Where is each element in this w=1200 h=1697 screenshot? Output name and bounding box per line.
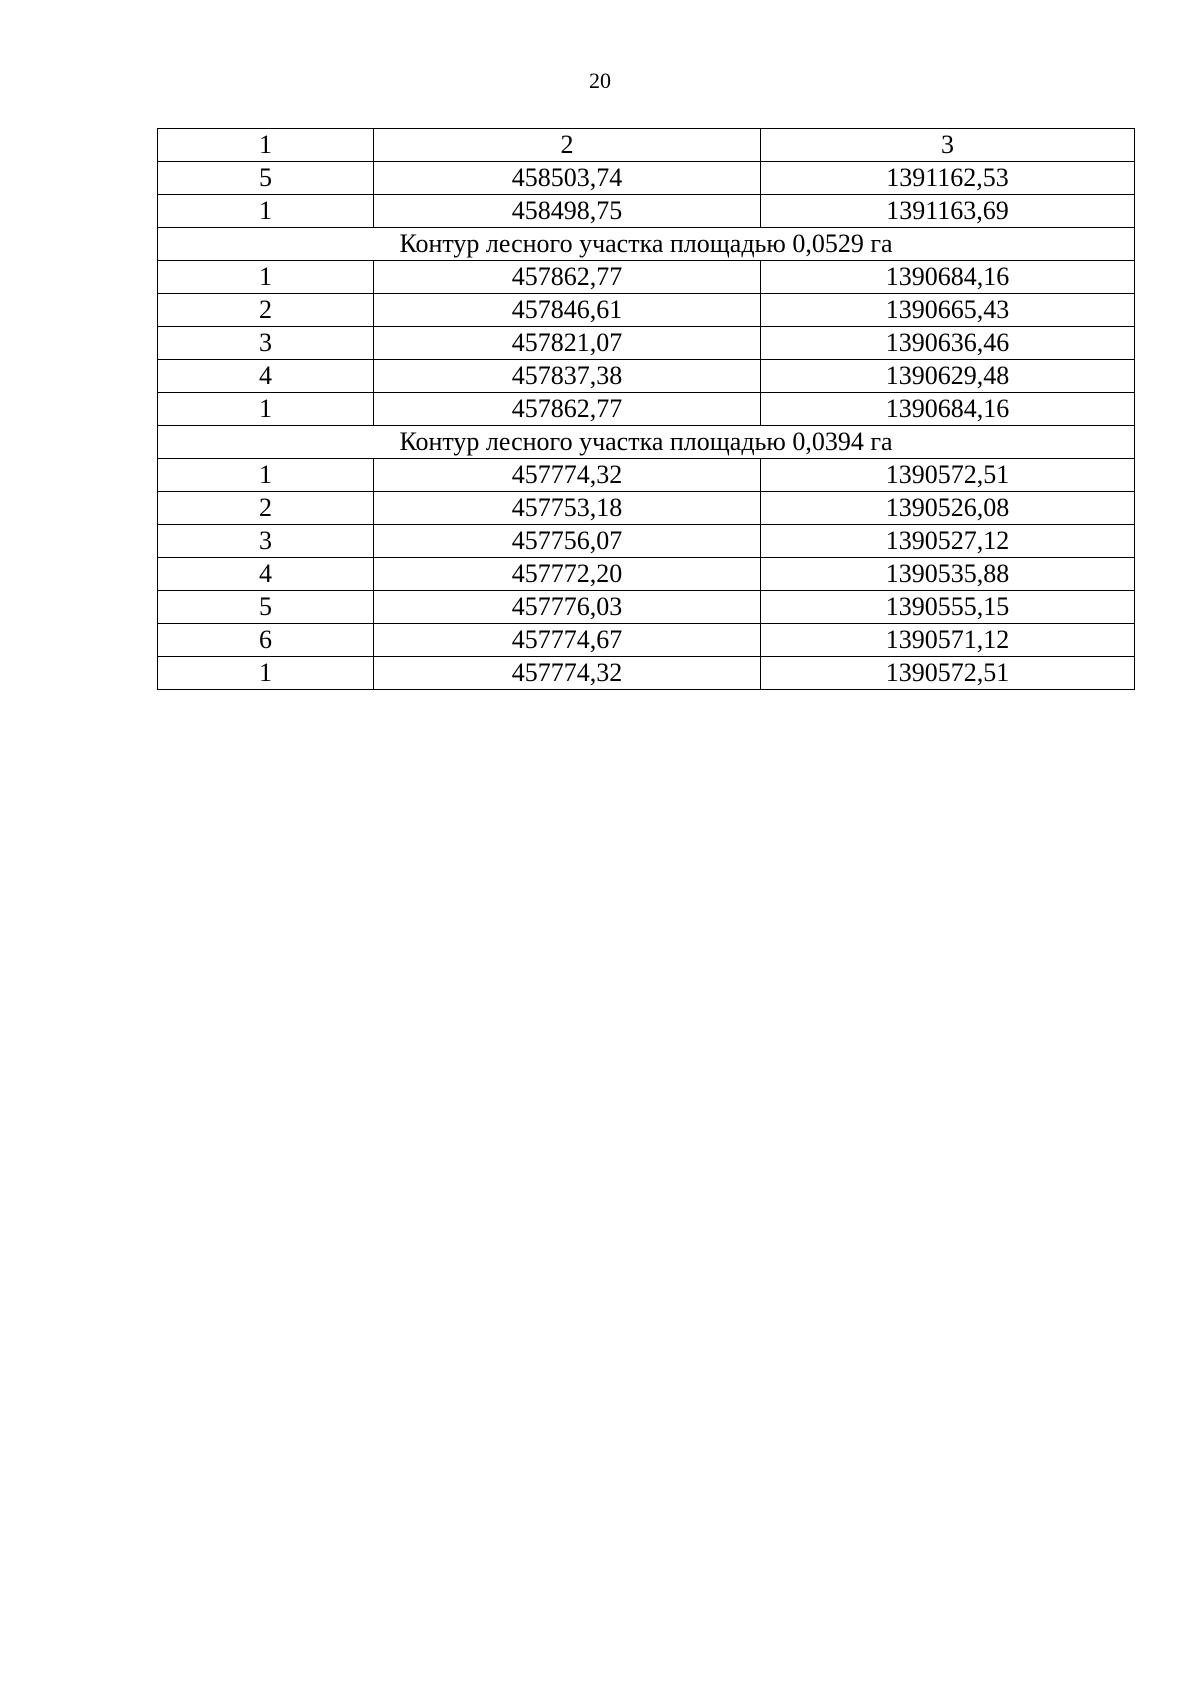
- table-row: [158, 624, 1135, 657]
- point-number-cell: 4: [158, 360, 374, 393]
- x-coordinate-cell: 457756,07: [374, 525, 761, 558]
- table-row: [158, 459, 1135, 492]
- column-header-y: 3: [761, 129, 1135, 162]
- section-title: Контур лесного участка площадью 0,0529 га: [158, 228, 1135, 261]
- table-row: [158, 657, 1135, 690]
- y-coordinate-cell: 1391162,53: [761, 162, 1135, 195]
- x-coordinate-cell: 457846,61: [374, 294, 761, 327]
- point-number-cell: 1: [158, 657, 374, 690]
- table-row: [158, 492, 1135, 525]
- point-number-cell: 1: [158, 261, 374, 294]
- table-row: [158, 591, 1135, 624]
- table-row: [158, 360, 1135, 393]
- table-row: [158, 393, 1135, 426]
- table-row: [158, 162, 1135, 195]
- y-coordinate-cell: 1390636,46: [761, 327, 1135, 360]
- section-row: [158, 426, 1135, 459]
- table-header-row: [158, 129, 1135, 162]
- x-coordinate-cell: 457837,38: [374, 360, 761, 393]
- y-coordinate-cell: 1390535,88: [761, 558, 1135, 591]
- table-row: [158, 294, 1135, 327]
- table-row: [158, 327, 1135, 360]
- table-row: [158, 525, 1135, 558]
- point-number-cell: 5: [158, 591, 374, 624]
- table-row: [158, 558, 1135, 591]
- x-coordinate-cell: 457821,07: [374, 327, 761, 360]
- coordinates-table: [157, 128, 1135, 690]
- column-header-point-number: 1: [158, 129, 374, 162]
- table-row: [158, 261, 1135, 294]
- y-coordinate-cell: 1390572,51: [761, 657, 1135, 690]
- y-coordinate-cell: 1391163,69: [761, 195, 1135, 228]
- point-number-cell: 1: [158, 393, 374, 426]
- y-coordinate-cell: 1390572,51: [761, 459, 1135, 492]
- y-coordinate-cell: 1390571,12: [761, 624, 1135, 657]
- point-number-cell: 3: [158, 327, 374, 360]
- x-coordinate-cell: 458498,75: [374, 195, 761, 228]
- point-number-cell: 2: [158, 294, 374, 327]
- x-coordinate-cell: 457862,77: [374, 261, 761, 294]
- coordinates-table-body: [158, 129, 1135, 690]
- point-number-cell: 4: [158, 558, 374, 591]
- point-number-cell: 1: [158, 459, 374, 492]
- y-coordinate-cell: 1390684,16: [761, 261, 1135, 294]
- point-number-cell: 1: [158, 195, 374, 228]
- x-coordinate-cell: 457774,67: [374, 624, 761, 657]
- y-coordinate-cell: 1390555,15: [761, 591, 1135, 624]
- x-coordinate-cell: 457753,18: [374, 492, 761, 525]
- section-row: [158, 228, 1135, 261]
- y-coordinate-cell: 1390665,43: [761, 294, 1135, 327]
- section-title: Контур лесного участка площадью 0,0394 га: [158, 426, 1135, 459]
- point-number-cell: 5: [158, 162, 374, 195]
- x-coordinate-cell: 457776,03: [374, 591, 761, 624]
- column-header-x: 2: [374, 129, 761, 162]
- point-number-cell: 2: [158, 492, 374, 525]
- y-coordinate-cell: 1390629,48: [761, 360, 1135, 393]
- y-coordinate-cell: 1390527,12: [761, 525, 1135, 558]
- x-coordinate-cell: 457862,77: [374, 393, 761, 426]
- y-coordinate-cell: 1390526,08: [761, 492, 1135, 525]
- x-coordinate-cell: 458503,74: [374, 162, 761, 195]
- page-number: 20: [589, 68, 611, 93]
- y-coordinate-cell: 1390684,16: [761, 393, 1135, 426]
- x-coordinate-cell: 457772,20: [374, 558, 761, 591]
- x-coordinate-cell: 457774,32: [374, 459, 761, 492]
- table-row: [158, 195, 1135, 228]
- point-number-cell: 6: [158, 624, 374, 657]
- point-number-cell: 3: [158, 525, 374, 558]
- x-coordinate-cell: 457774,32: [374, 657, 761, 690]
